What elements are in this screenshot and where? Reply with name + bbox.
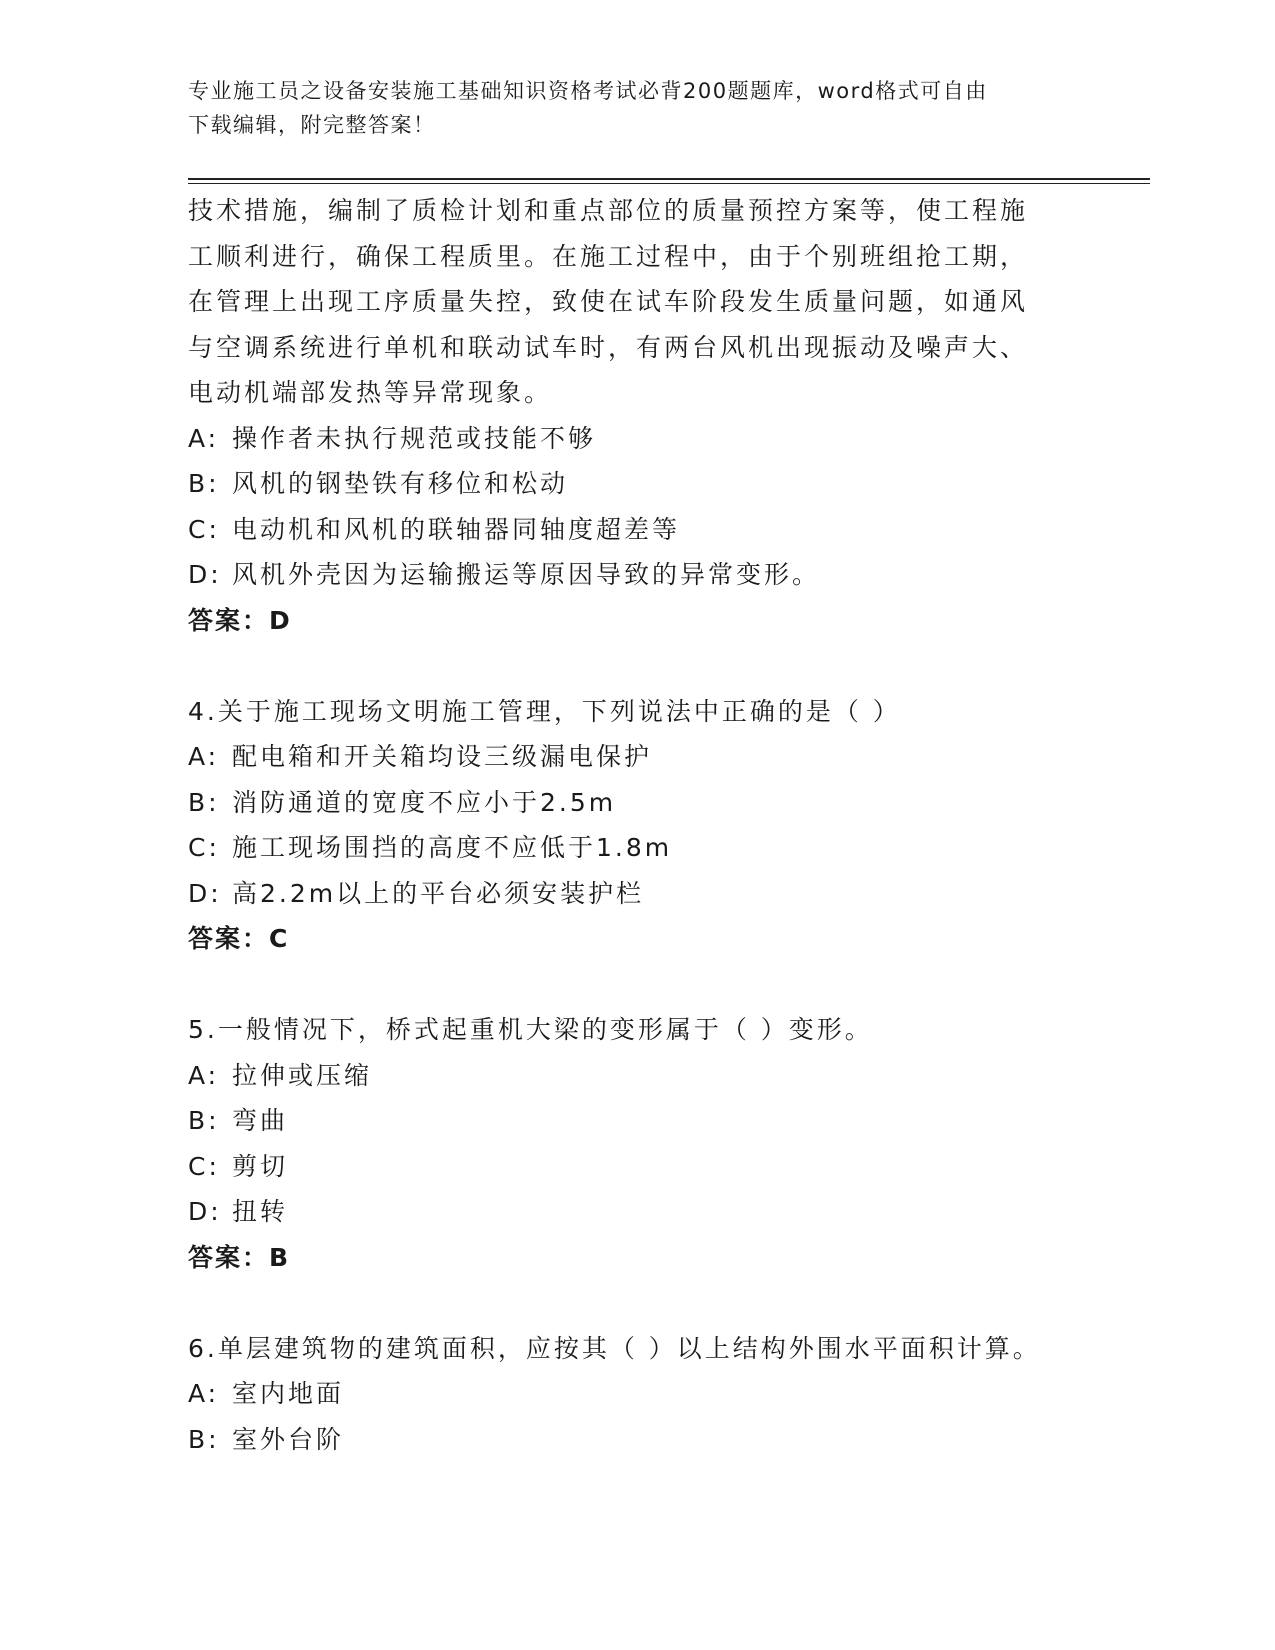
option-a (188, 734, 1088, 780)
answer: 答案：C (188, 924, 290, 953)
option-text: 电动机和风机的联轴器同轴度超差等 (232, 514, 681, 544)
option-label: B: (188, 787, 220, 817)
question-stem: 6.单层建筑物的建筑面积，应按其（ ）以上结构外围水平面积计算。 (188, 1333, 1041, 1363)
answer: 答案：B (188, 1242, 291, 1272)
option-d (188, 871, 1088, 917)
option-text: 风机的钢垫铁有移位和松动 (232, 469, 569, 498)
option-text: 拉伸或压缩 (232, 1060, 373, 1090)
option-label: C: (188, 833, 220, 862)
question-stem: 5.一般情况下，桥式起重机大梁的变形属于（ ）变形。 (188, 1015, 873, 1044)
option-c (188, 825, 1088, 871)
header-rule-thin (188, 183, 1150, 184)
option-label: B: (188, 1106, 220, 1135)
stem-line: 技术措施，编制了质检计划和重点部位的质量预控方案等，使工程施 (188, 196, 1029, 225)
option-label: B: (188, 469, 220, 498)
option-d (188, 552, 1088, 598)
option-c (188, 1144, 1088, 1190)
header-line-2: 下载编辑，附完整答案！ (188, 113, 436, 137)
question-6 (188, 1326, 1088, 1463)
option-text: 操作者未执行规范或技能不够 (232, 423, 597, 453)
option-label: D: (188, 878, 222, 908)
option-a (188, 1053, 1088, 1099)
option-text: 剪切 (232, 1151, 289, 1181)
option-label: D: (188, 560, 222, 589)
option-text: 配电箱和开关箱均设三级漏电保护 (232, 742, 653, 771)
option-label: A: (188, 1060, 220, 1090)
option-label: A: (188, 1379, 220, 1408)
option-label: D: (188, 1197, 222, 1226)
header-line-1: 专业施工员之设备安装施工基础知识资格考试必背200题题库，word格式可自由 (188, 79, 988, 103)
option-text: 室外台阶 (232, 1424, 345, 1454)
stem-line: 电动机端部发热等异常现象。 (188, 378, 553, 407)
option-label: C: (188, 514, 220, 544)
option-d (188, 1189, 1088, 1235)
option-label: C: (188, 1151, 220, 1181)
option-text: 风机外壳因为运输搬运等原因导致的异常变形。 (232, 560, 821, 589)
header-rule-thick (188, 178, 1150, 180)
option-text: 高2.2m以上的平台必须安装护栏 (232, 878, 645, 908)
option-b (188, 461, 1088, 507)
option-a (188, 416, 1088, 462)
stem-line: 在管理上出现工序质量失控，致使在试车阶段发生质量问题，如通风 (188, 287, 1029, 316)
question-5 (188, 1007, 1088, 1280)
option-b (188, 1417, 1088, 1463)
option-label: A: (188, 423, 220, 453)
option-text: 弯曲 (232, 1106, 289, 1135)
option-label: A: (188, 742, 220, 771)
option-text: 扭转 (232, 1197, 289, 1226)
question-3-continuation (188, 188, 1088, 643)
question-4 (188, 689, 1088, 962)
answer: 答案：D (188, 605, 292, 635)
option-text: 室内地面 (232, 1379, 345, 1408)
option-text: 施工现场围挡的高度不应低于1.8m (232, 833, 673, 862)
option-b (188, 1098, 1088, 1144)
option-label: B: (188, 1424, 220, 1454)
stem-line: 与空调系统进行单机和联动试车时，有两台风机出现振动及噪声大、 (188, 332, 1029, 362)
option-c (188, 507, 1088, 553)
option-b (188, 780, 1088, 826)
stem-line: 工顺利进行，确保工程质里。在施工过程中，由于个别班组抢工期， (188, 241, 1029, 271)
question-content (188, 188, 1088, 1462)
option-a (188, 1371, 1088, 1417)
question-stem: 4.关于施工现场文明施工管理，下列说法中正确的是（ ） (188, 696, 901, 726)
document-header (188, 74, 1068, 142)
option-text: 消防通道的宽度不应小于2.5m (232, 787, 617, 817)
